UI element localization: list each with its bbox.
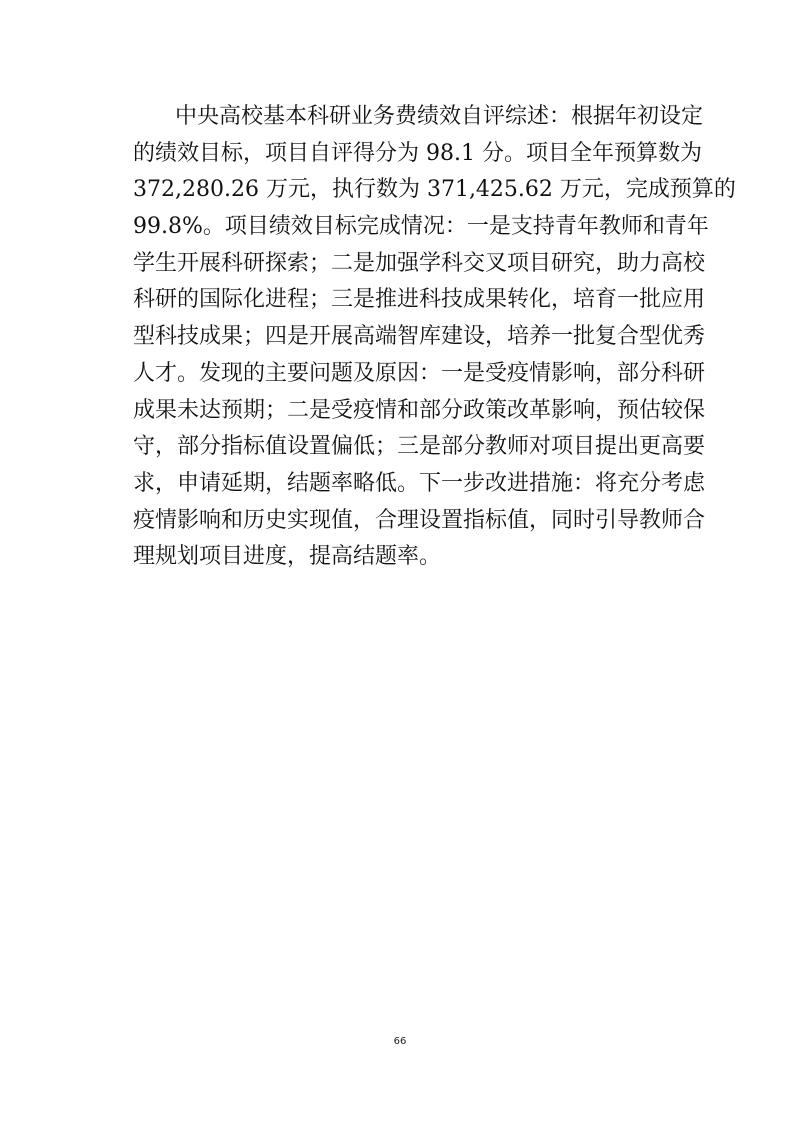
paragraph-line: 的绩效目标，项目自评得分为 98.1 分。项目全年预算数为: [133, 140, 702, 166]
paragraph-line: 科研的国际化进程；三是推进科技成果转化，培育一批应用: [133, 287, 706, 313]
page-number: 66: [393, 1036, 407, 1047]
paragraph-line: 372,280.26 万元，执行数为 371,425.62 万元，完成预算的: [133, 177, 736, 203]
paragraph-line: 守，部分指标值设置偏低；三是部分教师对项目提出更高要: [133, 434, 706, 460]
paragraph-line: 中央高校基本科研业务费绩效自评综述：根据年初设定: [175, 104, 704, 129]
paragraph-line: 成果未达预期；二是受疫情和部分政策改革影响，预估较保: [133, 397, 706, 423]
body-paragraph: [133, 99, 736, 576]
paragraph-line: 理规划项目进度，提高结题率。: [133, 544, 442, 570]
paragraph-line: 学生开展科研探索；二是加强学科交叉项目研究，助力高校: [133, 250, 706, 276]
paragraph-line: 型科技成果；四是开展高端智库建设，培养一批复合型优秀: [133, 324, 706, 350]
paragraph-line: 疫情影响和历史实现值，合理设置指标值，同时引导教师合: [133, 507, 706, 533]
paragraph-line: 99.8%。项目绩效目标完成情况：一是支持青年教师和青年: [133, 214, 709, 240]
paragraph-line: 人才。发现的主要问题及原因：一是受疫情影响，部分科研: [133, 360, 706, 386]
paragraph-line: 求，申请延期，结题率略低。下一步改进措施：将充分考虑: [133, 470, 706, 496]
